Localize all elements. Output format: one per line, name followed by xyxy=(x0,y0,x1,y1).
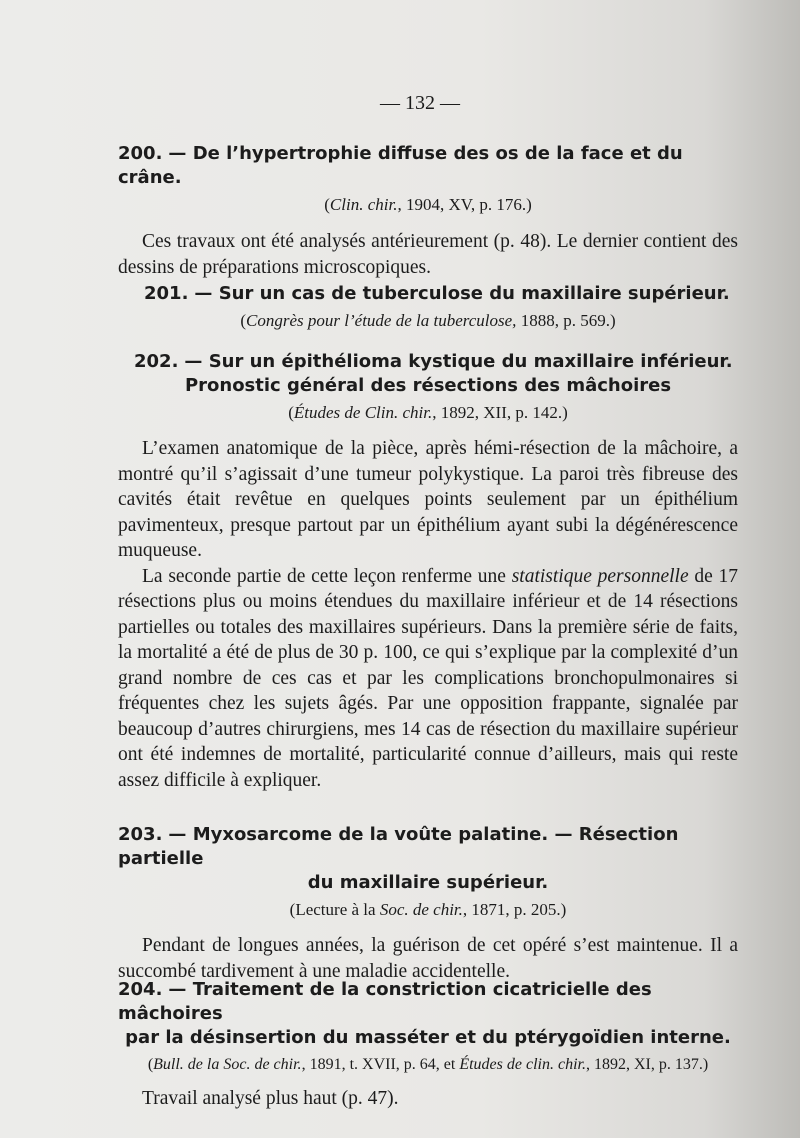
entry-201 xyxy=(118,282,738,332)
entry-heading xyxy=(118,823,738,871)
entry-citation: (Lecture à la Soc. de chir., 1871, p. 205.) xyxy=(289,900,567,919)
entry-number: 201. xyxy=(144,283,189,304)
entry-citation: (Clin. chir., 1904, XV, p. 176.) xyxy=(324,195,532,214)
entry-title: — Traitement de la constriction cicatricielle des mâchoires xyxy=(118,979,652,1024)
page-number: — 132 — xyxy=(380,92,460,114)
entry-paragraph: Ces travaux ont été analysés antérieurement (p. 48). Le dernier contient des dessins de préparations microscopiques. xyxy=(118,231,738,278)
entry-citation: (Bull. de la Soc. de chir., 1891, t. XVII, p. 64, et Études de clin. chir., 1892, XI, p. 137.) xyxy=(147,1056,709,1073)
entry-number: 203. xyxy=(118,824,163,845)
entry-citation: (Études de Clin. chir., 1892, XII, p. 142.) xyxy=(288,403,568,422)
entry-heading xyxy=(118,978,738,1026)
entry-heading xyxy=(118,282,738,306)
entry-citation: (Congrès pour l’étude de la tuberculose, 1888, p. 569.) xyxy=(240,311,616,330)
entry-paragraph: Travail analysé plus haut (p. 47). xyxy=(142,1088,399,1109)
entry-title-line-2: Pronostic général des résections des mâchoires xyxy=(184,375,672,396)
entry-paragraph: L’examen anatomique de la pièce, après hémi-résection de la mâchoire, a montré qu’il s’agissait d’une tumeur polykystique. La paroi très fibreuse des cavités était revêtue en quelques points seulement par un épithélium pavimenteux, presque partout par un épithélium ayant subi la dégénérescence muqueuse. xyxy=(118,438,738,561)
entry-title-line-2: du maxillaire supérieur. xyxy=(307,872,549,893)
entry-title: — Sur un cas de tuberculose du maxillaire supérieur. xyxy=(194,283,730,304)
entry-heading xyxy=(118,350,738,374)
entry-paragraph: La seconde partie de cette leçon renferme une statistique personnelle de 17 résections plus ou moins étendues du maxillaire inférieur et de 14 résections partielles ou totales des maxillaires supérieurs. Dans la première série de faits, la mortalité a été de plus de 30 p. 100, ce qui s’explique par la complexité d’un grand nombre de ces cas et par les complications bronchopulmonaires si fréquentes chez les sujets âgés. Par une opposition frappante, signalée par beaucoup d’autres chirurgiens, mes 14 cas de résection du maxillaire supérieur ont été indemnes de mortalité, particularité connue d’ailleurs, mais qui reste assez difficile à expliquer. xyxy=(118,565,739,791)
entry-203 xyxy=(118,823,738,984)
entry-heading xyxy=(118,142,738,190)
entry-202 xyxy=(118,350,738,793)
entry-number: 200. xyxy=(118,143,163,164)
entry-title: — De l’hypertrophie diffuse des os de la face et du crâne. xyxy=(118,143,683,188)
entry-204 xyxy=(118,978,738,1112)
entry-200 xyxy=(118,142,738,280)
entry-paragraph: Pendant de longues années, la guérison de cet opéré s’est maintenue. Il a succombé tardivement à une maladie accidentelle. xyxy=(118,935,738,982)
entry-title-line-2: par la désinsertion du masséter et du ptérygoïdien interne. xyxy=(125,1027,731,1048)
entry-number: 202. xyxy=(134,351,179,372)
entry-number: 204. xyxy=(118,979,163,1000)
entry-title: — Myxosarcome de la voûte palatine. — Résection partielle xyxy=(118,824,679,869)
entry-title: — Sur un épithélioma kystique du maxillaire inférieur. xyxy=(184,351,733,372)
